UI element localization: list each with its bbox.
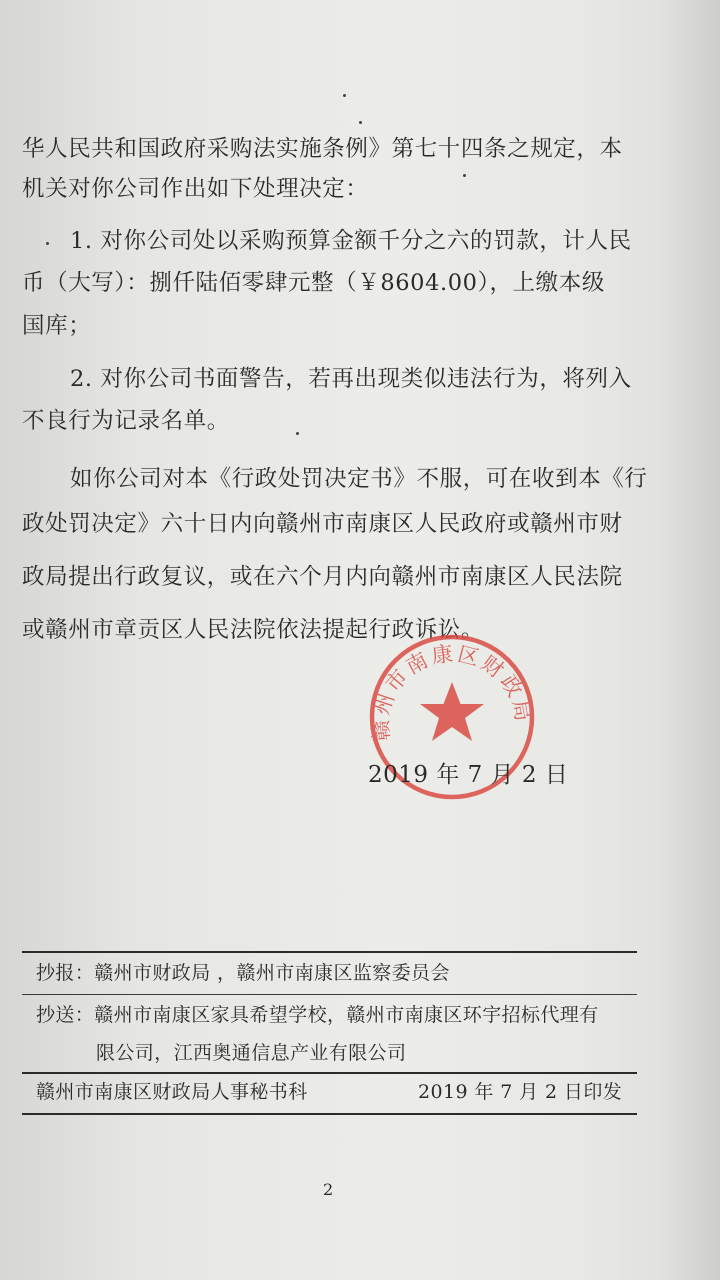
- body-line: 政处罚决定》六十日内向赣州市南康区人民政府或赣州市财: [22, 511, 623, 537]
- footer-top-rule: [22, 951, 637, 953]
- issue-date: 2019 年 7 月 2 日印发: [418, 1081, 623, 1103]
- paper-speck: [46, 242, 49, 245]
- cc-send-line-1: 抄送：赣州市南康区家具希望学校，赣州市南康区环宇招标代理有: [36, 1004, 599, 1026]
- issuer: 赣州市南康区财政局人事秘书科: [36, 1081, 308, 1103]
- page-edge-shadow: [660, 0, 720, 1280]
- seal-star-icon: [420, 682, 484, 741]
- page-number: 2: [323, 1180, 334, 1199]
- footer-bottom-rule: [22, 1113, 637, 1115]
- signature-date: 2019 年 7 月 2 日: [368, 762, 569, 788]
- paper-speck: [359, 121, 362, 124]
- body-line: 1. 对你公司处以采购预算金额千分之六的罚款，计人民: [70, 228, 632, 254]
- seal-text: 赣州市南康区财政局: [368, 641, 536, 742]
- footer-rule: [22, 1072, 637, 1074]
- body-line: 政局提出行政复议，或在六个月内向赣州市南康区人民法院: [22, 564, 623, 590]
- paper-speck: [296, 432, 299, 435]
- body-line: 机关对你公司作出如下处理决定：: [22, 176, 369, 202]
- body-line: 华人民共和国政府采购法实施条例》第七十四条之规定，本: [22, 136, 623, 162]
- body-line: 如你公司对本《行政处罚决定书》不服，可在收到本《行: [70, 466, 648, 492]
- paper-speck: [343, 94, 346, 97]
- body-line: 币（大写）：捌仟陆佰零肆元整（￥8604.00），上缴本级: [22, 270, 605, 296]
- cc-report: 抄报：赣州市财政局 ，赣州市南康区监察委员会: [36, 962, 450, 984]
- cc-send-line-2: 限公司，江西奥通信息产业有限公司: [96, 1042, 407, 1064]
- body-line: 2. 对你公司书面警告，若再出现类似违法行为，将列入: [70, 366, 632, 392]
- paper-speck: [463, 174, 466, 177]
- body-line: 不良行为记录名单。: [22, 408, 230, 434]
- footer-mid-rule: [22, 994, 637, 995]
- body-line: 或赣州市章贡区人民法院依法提起行政诉讼。: [22, 617, 485, 643]
- body-line: 国库；: [22, 313, 92, 339]
